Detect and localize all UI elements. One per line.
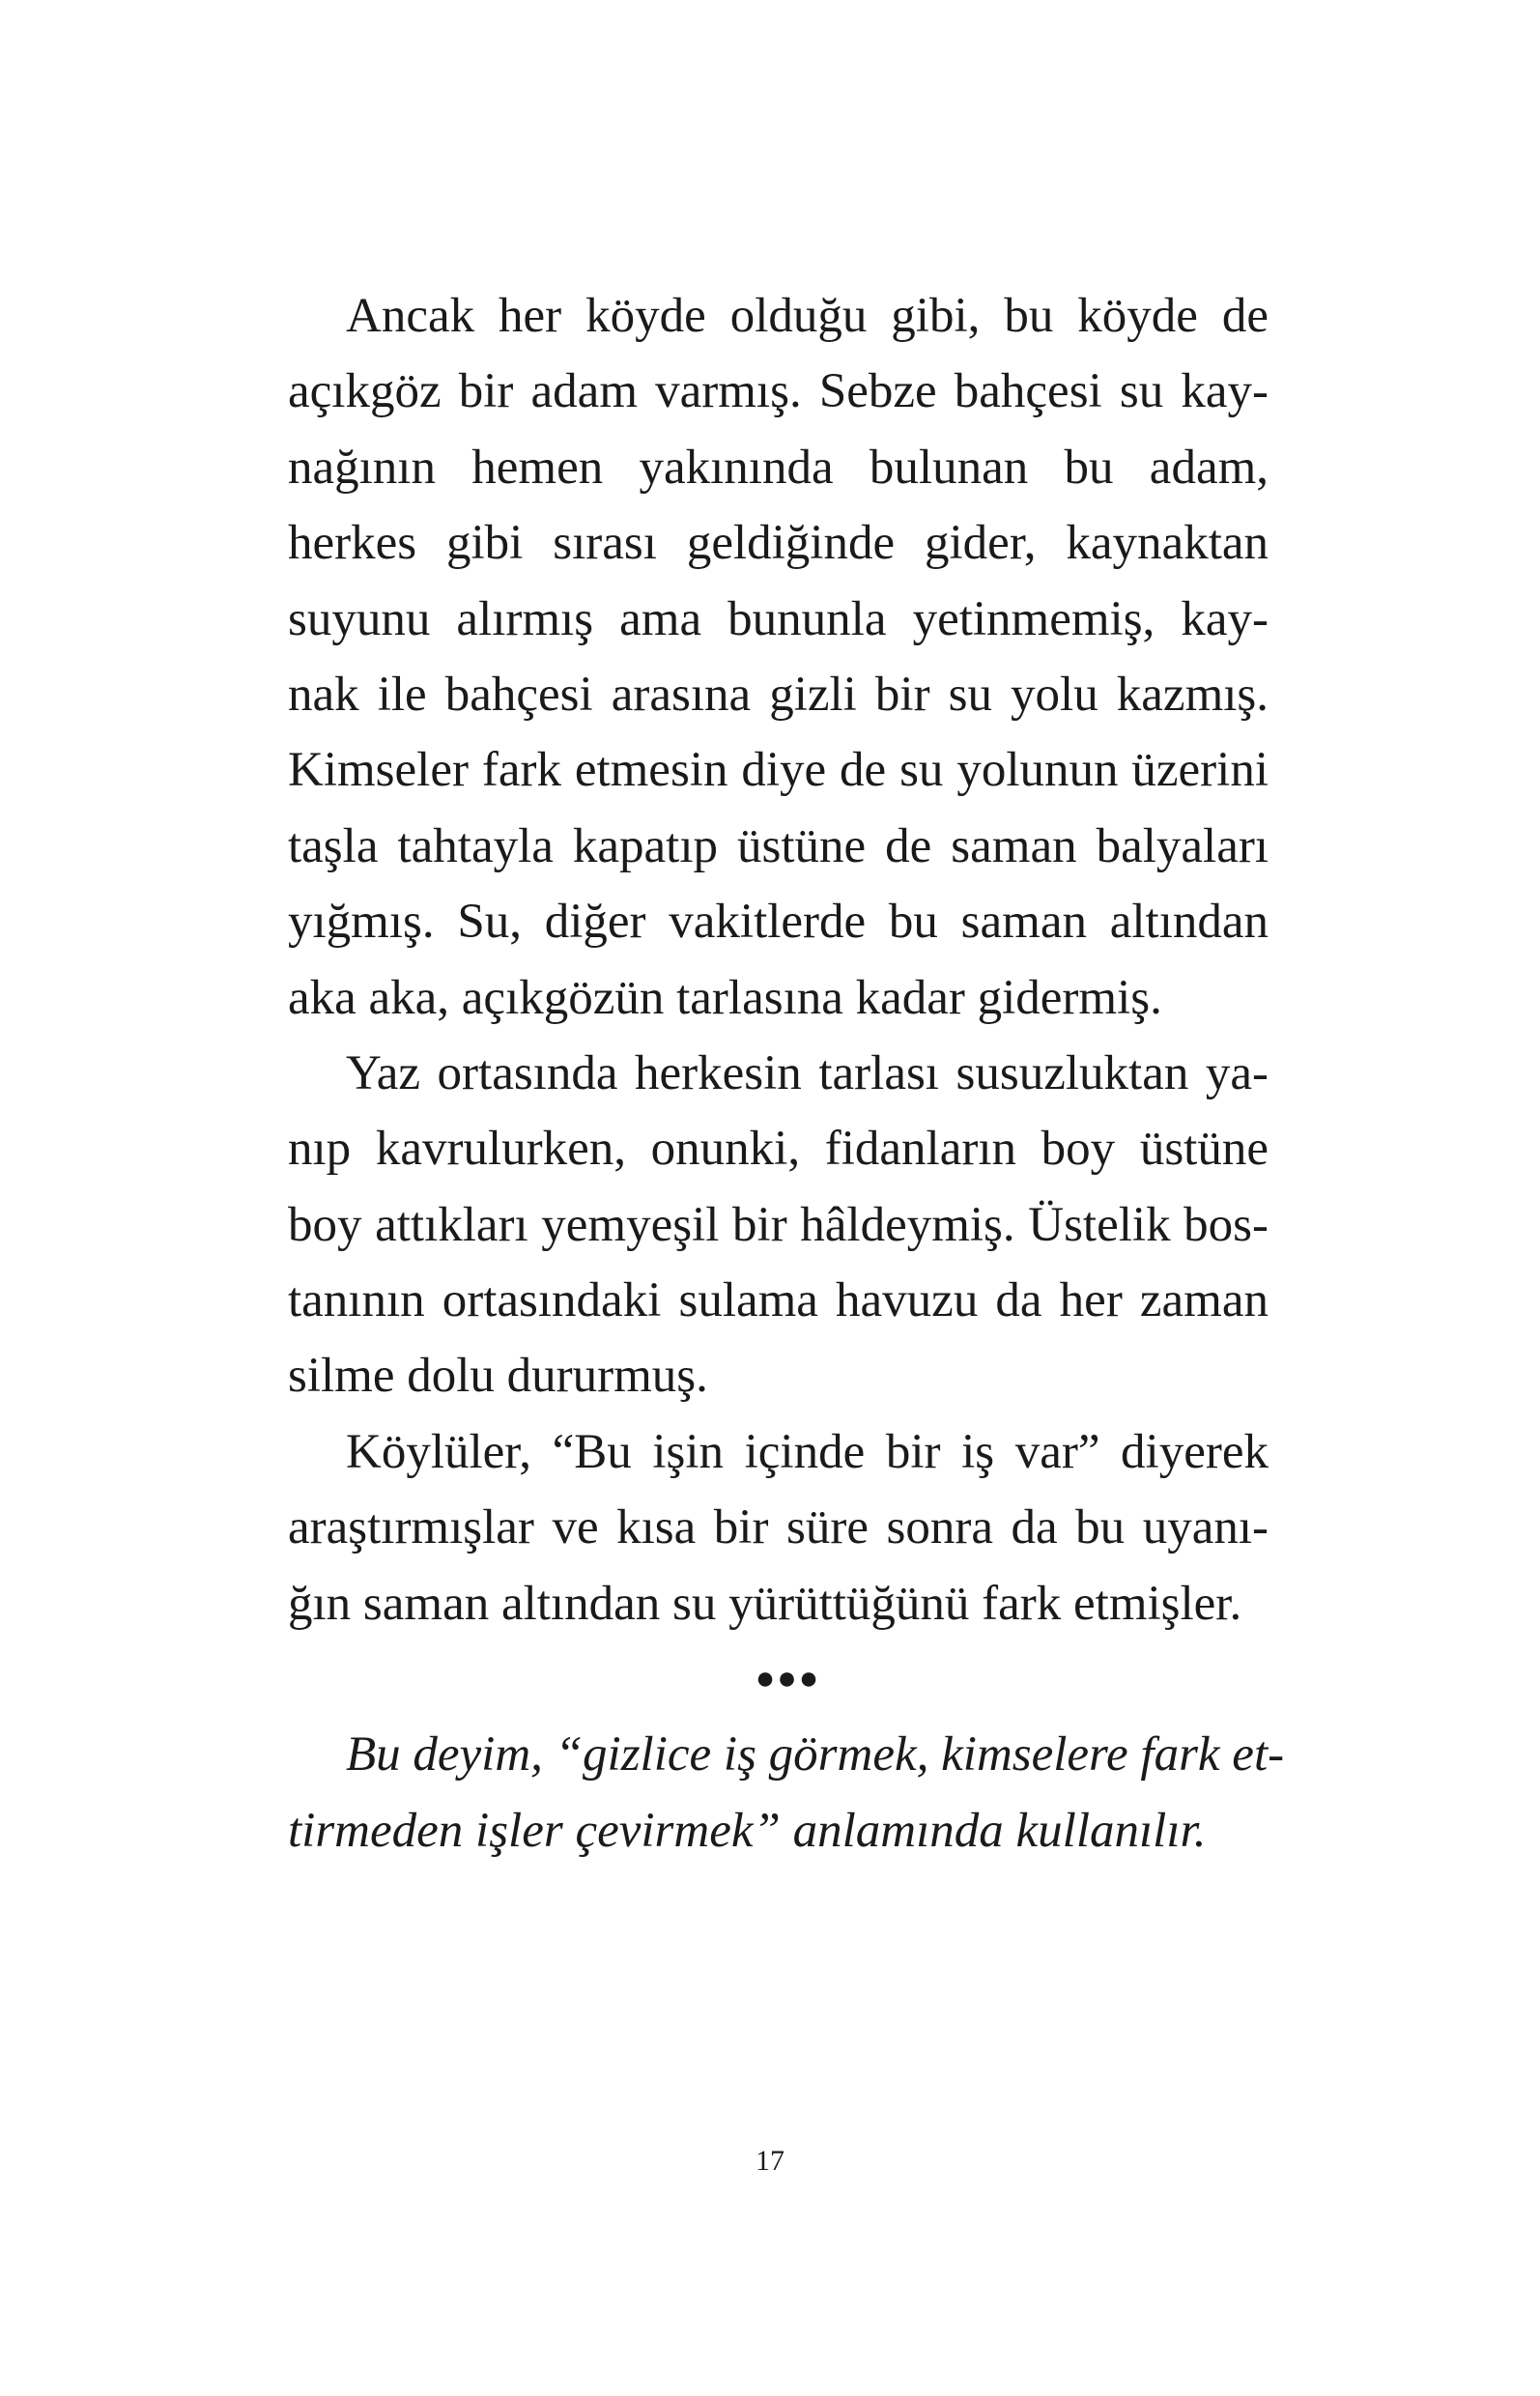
paragraph-line: yığmış. Su, diğer vakitlerde bu saman altından	[288, 895, 1269, 950]
paragraph-line: aka aka, açıkgözün tarlasına kadar gidermiş.	[288, 970, 1162, 1025]
meaning-line: Bu deyim, “gizlice iş görmek, kimselere fark et-	[346, 1727, 1285, 1783]
paragraph-2	[288, 1036, 1269, 1414]
page-body	[288, 278, 1285, 1868]
section-separator: ●●●	[755, 1661, 821, 1697]
paragraph-line: nak ile bahçesi arasına gizli bir su yolu kazmış.	[288, 667, 1269, 722]
paragraph-line: taşla tahtayla kapatıp üstüne de saman balyaları	[288, 818, 1269, 873]
idiom-meaning	[288, 1717, 1285, 1868]
paragraph-line: açıkgöz bir adam varmış. Sebze bahçesi su kay-	[288, 364, 1269, 419]
meaning-line: tirmeden işler çevirmek” anlamında kullanılır.	[288, 1803, 1207, 1858]
paragraph-line: Köylüler, “Bu işin içinde bir iş var” diyerek	[346, 1424, 1269, 1479]
paragraph-line: silme dolu dururmuş.	[288, 1349, 708, 1404]
paragraph-line: Yaz ortasında herkesin tarlası susuzluktan ya-	[346, 1045, 1269, 1100]
paragraph-3	[288, 1414, 1269, 1641]
paragraph-line: suyunu alırmış ama bununla yetinmemiş, kay-	[288, 591, 1269, 646]
paragraph-line: herkes gibi sırası geldiğinde gider, kaynaktan	[288, 516, 1269, 571]
paragraph-line: Ancak her köyde olduğu gibi, bu köyde de	[346, 289, 1269, 343]
paragraph-line: Kimseler fark etmesin diye de su yolunun üzerini	[288, 743, 1269, 798]
paragraph-line: nağının hemen yakınında bulunan bu adam,	[288, 440, 1269, 495]
paragraph-line: tanının ortasındaki sulama havuzu da her zaman	[288, 1273, 1269, 1328]
paragraph-line: boy attıkları yemyeşil bir hâldeymiş. Üstelik bos-	[288, 1197, 1269, 1252]
paragraph-line: nıp kavrulurken, onunki, fidanların boy üstüne	[288, 1122, 1269, 1177]
paragraph-line: ğın saman altından su yürüttüğünü fark etmişler.	[288, 1576, 1242, 1631]
paragraph-line: araştırmışlar ve kısa bir süre sonra da bu uyanı-	[288, 1500, 1269, 1555]
page-number: 17	[756, 2145, 784, 2177]
paragraph-1	[288, 278, 1269, 1036]
